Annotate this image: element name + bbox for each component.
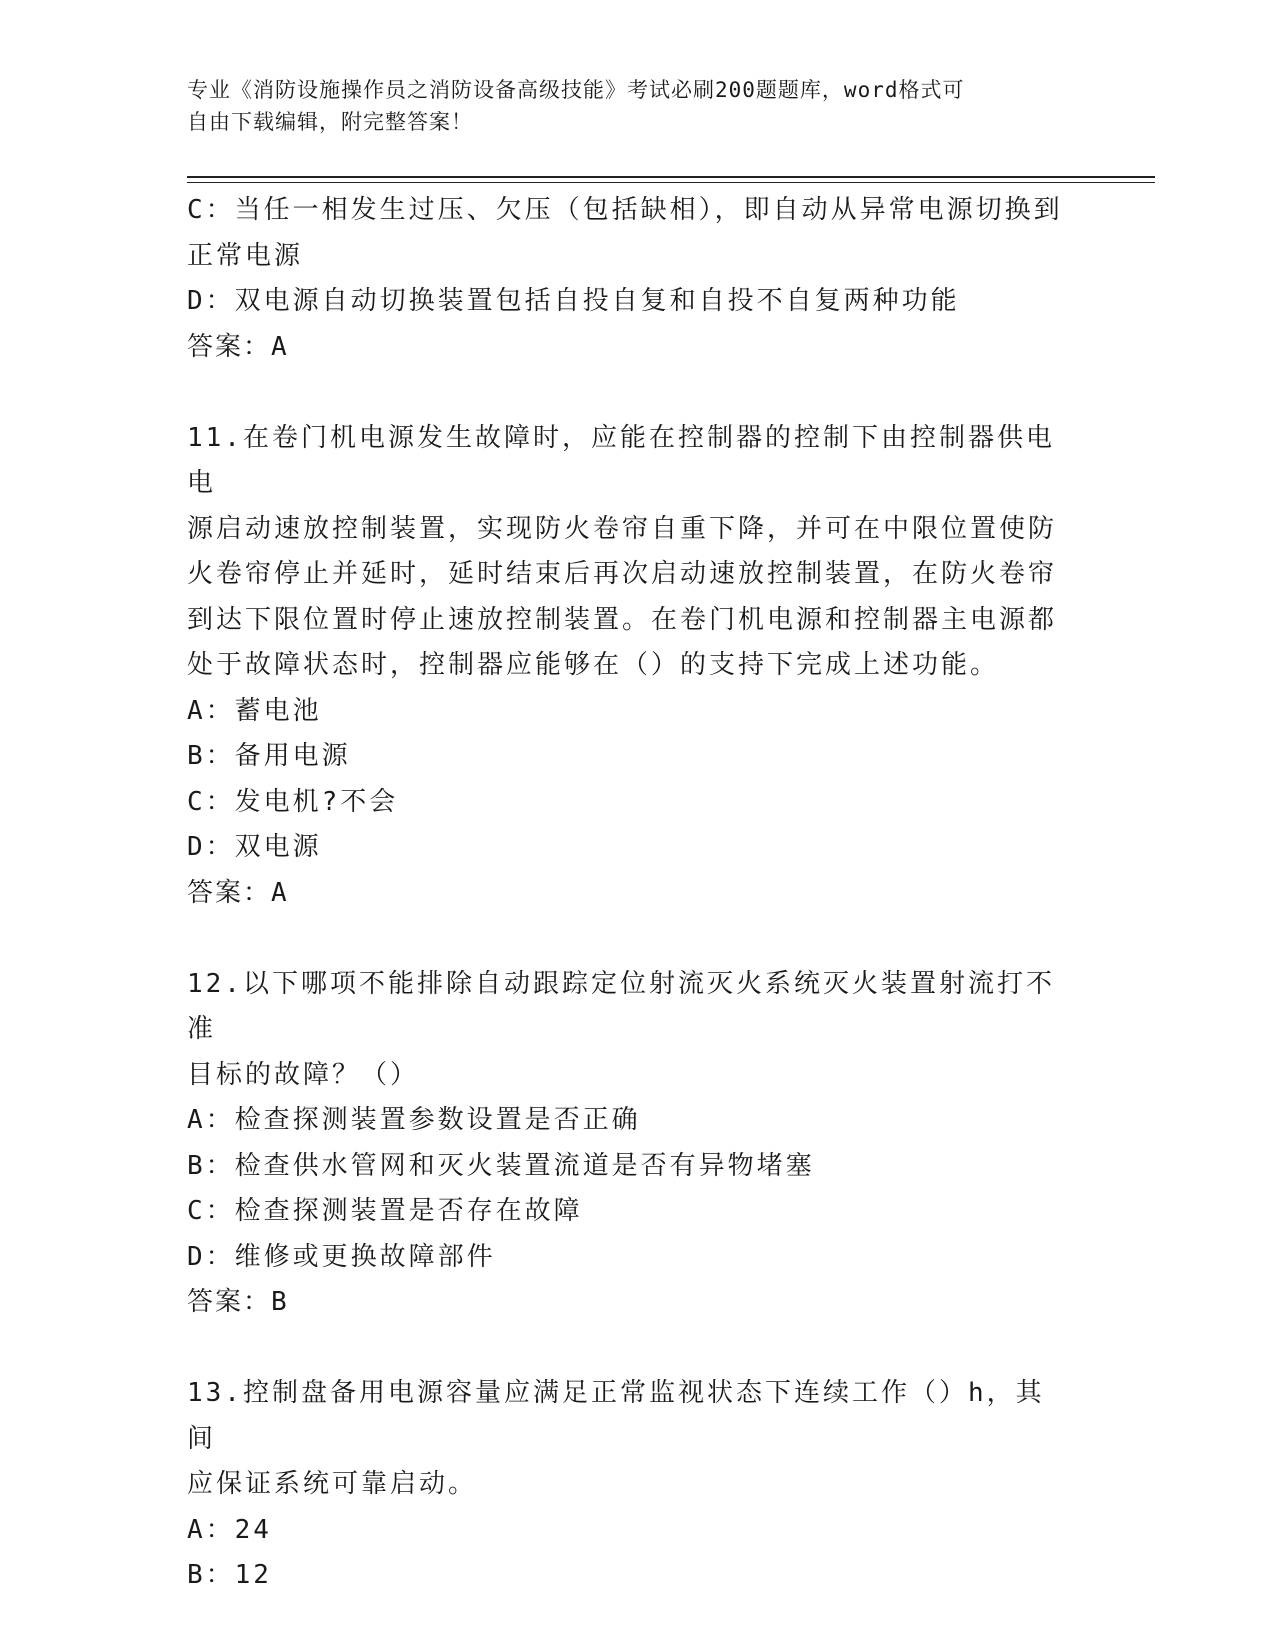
option-b: B：检查供水管网和灭火装置流道是否有异物堵塞 [187,1150,815,1181]
option-c: C：检查探测装置是否存在故障 [187,1196,583,1226]
option-c-line-2: 正常电源 [187,240,304,271]
header-rule-thick [187,176,1155,178]
document-header [187,74,1087,138]
header-line-1: 专业《消防设施操作员之消防设备高级技能》考试必刷200题题库，word格式可 [187,78,965,102]
header-rule-thin [187,182,1155,183]
option-b: B：12 [187,1560,272,1590]
question-text-line: 应保证系统可靠启动。 [187,1469,478,1499]
question-text-line: 12.以下哪项不能排除自动跟踪定位射流灭火系统灭火装置射流打不准 [187,968,1055,1044]
question-text-line: 火卷帘停止并延时，延时结束后再次启动速放控制装置，在防火卷帘 [187,559,1058,589]
question-text-line: 到达下限位置时停止速放控制装置。在卷门机电源和控制器主电源都 [187,604,1058,635]
question-12 [187,962,1067,1326]
spacer [187,370,1067,416]
spacer [187,916,1067,962]
question-text-line: 目标的故障？（） [187,1059,420,1090]
option-d: D：双电源 [187,832,322,862]
question-text-line: 11.在卷门机电源发生故障时，应能在控制器的控制下由控制器供电电 [187,422,1055,498]
option-d: D：维修或更换故障部件 [187,1241,496,1272]
question-11 [187,416,1067,917]
answer: 答案：A [187,877,289,908]
question-text-line: 13.控制盘备用电源容量应满足正常监视状态下连续工作（）h，其间 [187,1378,1045,1454]
option-a: A：蓄电池 [187,695,322,726]
question-text-line: 处于故障状态时，控制器应能够在（）的支持下完成上述功能。 [187,650,1000,680]
option-b: B：备用电源 [187,741,351,771]
option-d: D：双电源自动切换装置包括自投自复和自投不自复两种功能 [187,286,960,316]
header-line-2: 自由下载编辑，附完整答案！ [187,110,473,134]
option-a: A：24 [187,1514,272,1545]
option-c: C：发电机?不会 [187,786,399,817]
option-a: A：检查探测装置参数设置是否正确 [187,1105,641,1135]
option-c-line-1: C：当任一相发生过压、欠压（包括缺相），即自动从异常电源切换到 [187,195,1063,225]
question-10-tail [187,188,1067,370]
spacer [187,1326,1067,1372]
answer: 答案：B [187,1287,289,1317]
question-13 [187,1371,1067,1599]
question-text-line: 源启动速放控制装置，实现防火卷帘自重下降，并可在中限位置使防 [187,513,1058,544]
document-body [187,188,1067,1599]
answer: 答案：A [187,331,289,362]
